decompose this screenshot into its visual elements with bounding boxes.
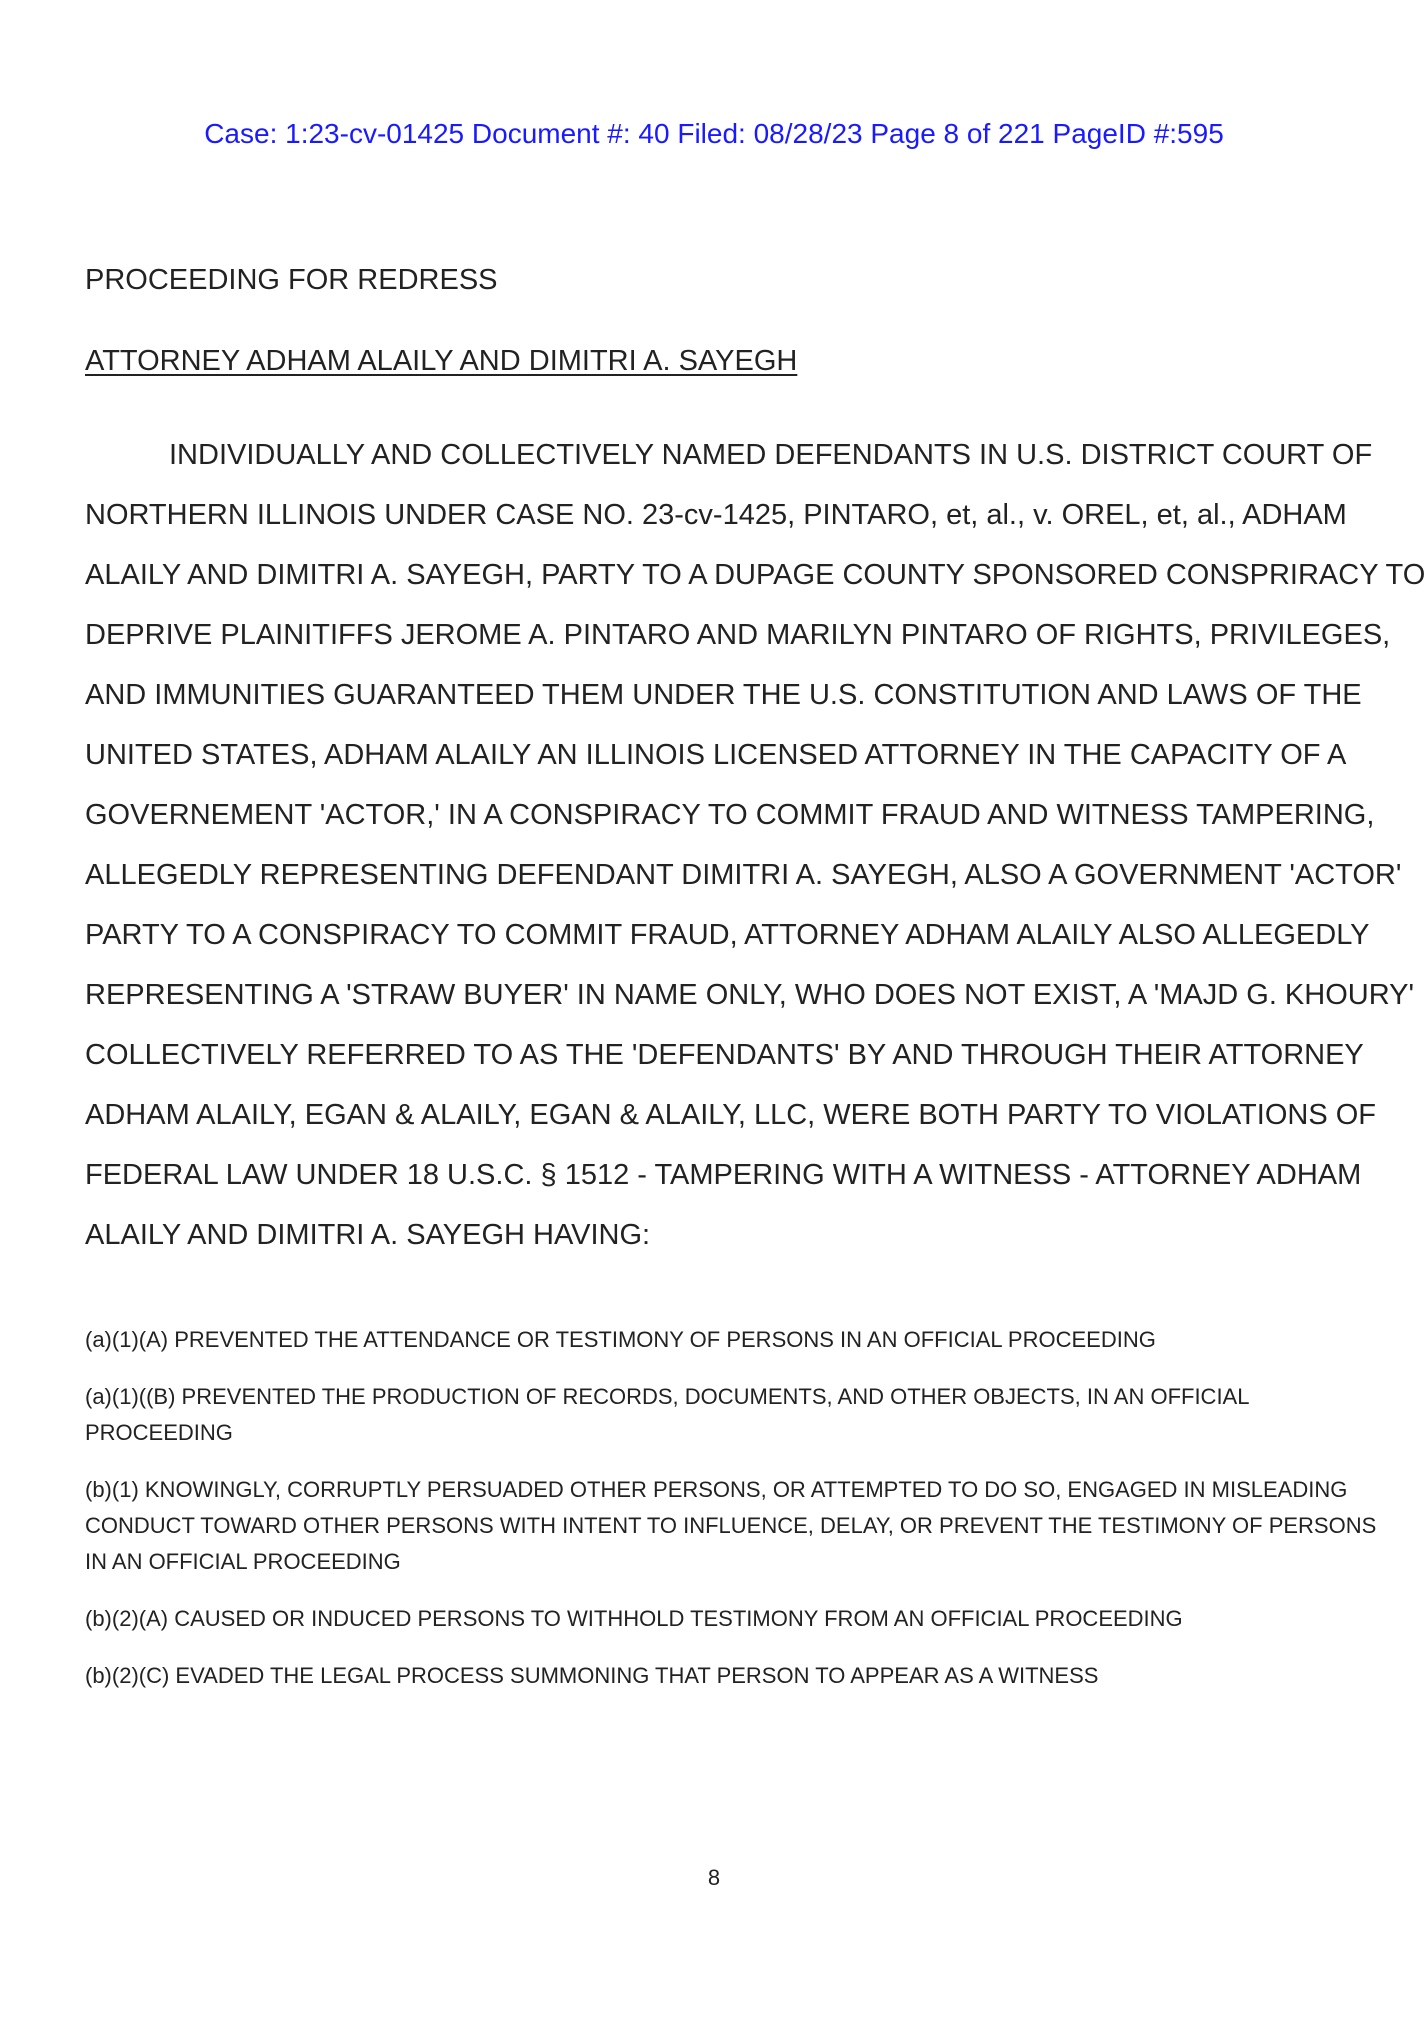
- body-line: REPRESENTING A 'STRAW BUYER' IN NAME ONLY, WHO DOES NOT EXIST, A 'MAJD G. KHOURY': [85, 979, 1415, 1011]
- body-line: AND IMMUNITIES GUARANTEED THEM UNDER THE U.S. CONSTITUTION AND LAWS OF THE: [85, 679, 1362, 711]
- violation-line: IN AN OFFICIAL PROCEEDING: [85, 1549, 401, 1574]
- body-line: ADHAM ALAILY, EGAN & ALAILY, EGAN & ALAILY, LLC, WERE BOTH PARTY TO VIOLATIONS OF: [85, 1099, 1376, 1131]
- body-line: COLLECTIVELY REFERRED TO AS THE 'DEFENDANTS' BY AND THROUGH THEIR ATTORNEY: [85, 1039, 1364, 1071]
- violation-list: [85, 1322, 1377, 1715]
- body-line: DEPRIVE PLAINITIFFS JEROME A. PINTARO AND MARILYN PINTARO OF RIGHTS, PRIVILEGES,: [85, 619, 1391, 651]
- body-paragraph: [85, 425, 1426, 1265]
- body-line: NORTHERN ILLINOIS UNDER CASE NO. 23-cv-1425, PINTARO, et, al., v. OREL, et, al., ADHAM: [85, 499, 1347, 531]
- violation-item: [85, 1322, 1355, 1358]
- body-line: ALLEGEDLY REPRESENTING DEFENDANT DIMITRI A. SAYEGH, ALSO A GOVERNMENT 'ACTOR': [85, 859, 1402, 891]
- violation-line: (b)(2)(C) EVADED THE LEGAL PROCESS SUMMONING THAT PERSON TO APPEAR AS A WITNESS: [85, 1663, 1099, 1688]
- page-number: 8: [707, 1865, 721, 1890]
- violation-line: (a)(1)(A) PREVENTED THE ATTENDANCE OR TESTIMONY OF PERSONS IN AN OFFICIAL PROCEEDING: [85, 1327, 1156, 1352]
- section-subtitle: ATTORNEY ADHAM ALAILY AND DIMITRI A. SAYEGH: [85, 345, 798, 377]
- body-line: ALAILY AND DIMITRI A. SAYEGH HAVING:: [85, 1219, 651, 1251]
- body-line: ALAILY AND DIMITRI A. SAYEGH, PARTY TO A DUPAGE COUNTY SPONSORED CONSPRIRACY TO: [85, 559, 1426, 591]
- violation-line: (a)(1)((B) PREVENTED THE PRODUCTION OF RECORDS, DOCUMENTS, AND OTHER OBJECTS, IN AN OFFICIAL: [85, 1384, 1250, 1409]
- case-header: Case: 1:23-cv-01425 Document #: 40 Filed: 08/28/23 Page 8 of 221 PageID #:595: [204, 118, 1224, 149]
- section-title: PROCEEDING FOR REDRESS: [85, 264, 498, 296]
- violation-item: [85, 1601, 1355, 1637]
- violation-line: (b)(1) KNOWINGLY, CORRUPTLY PERSUADED OTHER PERSONS, OR ATTEMPTED TO DO SO, ENGAGED IN MISLEADING: [85, 1477, 1348, 1502]
- body-line: GOVERNEMENT 'ACTOR,' IN A CONSPIRACY TO COMMIT FRAUD AND WITNESS TAMPERING,: [85, 799, 1375, 831]
- violation-item: [85, 1379, 1355, 1451]
- body-line: FEDERAL LAW UNDER 18 U.S.C. § 1512 - TAMPERING WITH A WITNESS - ATTORNEY ADHAM: [85, 1159, 1362, 1191]
- violation-line: (b)(2)(A) CAUSED OR INDUCED PERSONS TO WITHHOLD TESTIMONY FROM AN OFFICIAL PROCEEDING: [85, 1606, 1183, 1631]
- body-line: INDIVIDUALLY AND COLLECTIVELY NAMED DEFENDANTS IN U.S. DISTRICT COURT OF: [169, 439, 1373, 471]
- violation-line: CONDUCT TOWARD OTHER PERSONS WITH INTENT TO INFLUENCE, DELAY, OR PREVENT THE TESTIMONY OF PERSONS: [85, 1513, 1377, 1538]
- violation-item: [85, 1658, 1355, 1694]
- violation-item: [85, 1472, 1377, 1580]
- body-line: PARTY TO A CONSPIRACY TO COMMIT FRAUD, ATTORNEY ADHAM ALAILY ALSO ALLEGEDLY: [85, 919, 1370, 951]
- violation-line: PROCEEDING: [85, 1420, 233, 1445]
- body-line: UNITED STATES, ADHAM ALAILY AN ILLINOIS LICENSED ATTORNEY IN THE CAPACITY OF A: [85, 739, 1347, 771]
